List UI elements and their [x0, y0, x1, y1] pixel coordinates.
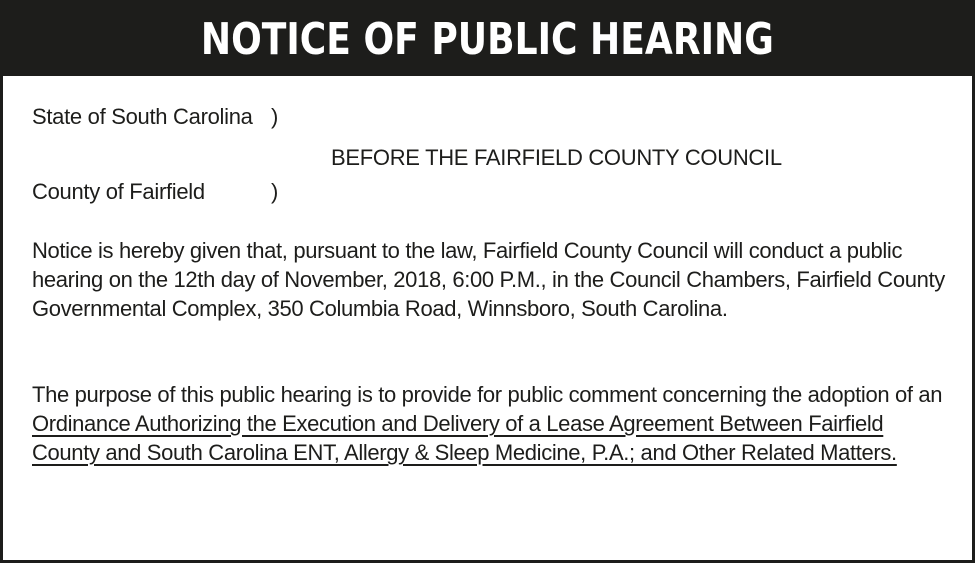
caption-council: BEFORE THE FAIRFIELD COUNTY COUNCIL	[331, 145, 782, 170]
caption-county: County of Fairfield	[32, 179, 205, 204]
notice-title: NOTICE OF PUBLIC HEARING	[201, 14, 774, 65]
caption-state-paren: )	[271, 104, 279, 129]
purpose-intro: The purpose of this public hearing is to provide for public comment concerning the adoption of an	[32, 382, 943, 407]
caption-county-paren: )	[271, 179, 279, 204]
purpose-paragraph	[32, 380, 952, 467]
hearing-details-paragraph: Notice is hereby given that, pursuant to the law, Fairfield County Council will conduct a public hearing on the 12th day of November, 2018, 6:00 P.M., in the Council Chambers, Fairfield County Governmental Complex, 350 Columbia Road, Winnsboro, South Carolina.	[32, 238, 945, 321]
ordinance-title: Ordinance Authorizing the Execution and Delivery of a Lease Agreement Between Fairfield County and South Carolina ENT, Allergy & Sleep Medicine, P.A.; and Other Related Matters.	[32, 411, 897, 465]
caption-state: State of South Carolina	[32, 104, 253, 129]
title-banner	[3, 3, 972, 76]
